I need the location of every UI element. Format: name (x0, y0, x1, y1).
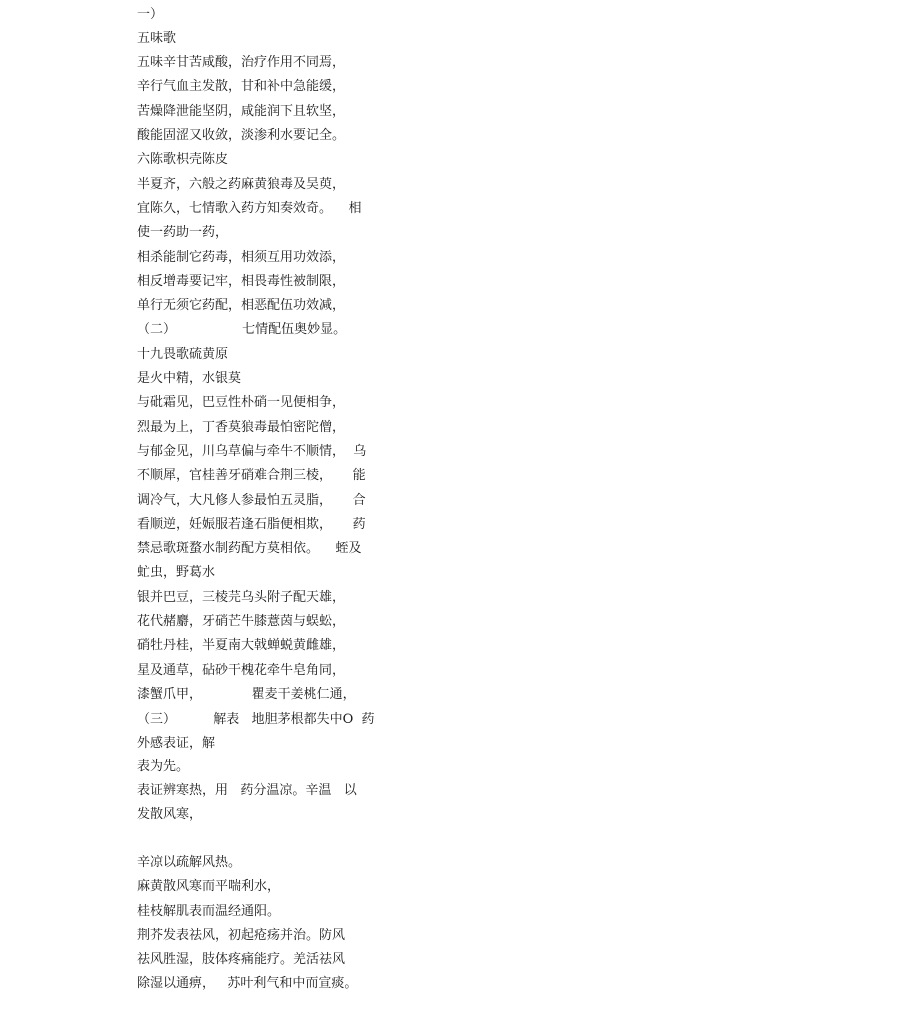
text-line: 虻虫，野葛水 (137, 565, 216, 580)
text-line: 发散风寒， (137, 807, 203, 822)
text-line: 漆蟹爪甲， 瞿麦干姜桃仁通， (137, 687, 356, 702)
text-line: 禁忌歌斑蝥水制药配方莫相依。 蛭及 (137, 541, 362, 556)
text-line: （三） 解表 地胆茅根都失中O 药 (137, 712, 375, 727)
text-line: 与砒霜见，巴豆性朴硝一见便相争， (137, 395, 346, 410)
text-line: 桂枝解肌表而温经通阳。 (137, 904, 281, 919)
text-line: 银并巴豆，三棱芫乌头附子配天雄， (137, 590, 346, 605)
text-line: 除湿以通痹， 苏叶利气和中而宣痰。 (137, 976, 358, 991)
text-line: 与郁金见，川乌草偏与牵牛不顺情， 乌 (137, 444, 367, 459)
text-line: 一） (137, 7, 164, 22)
text-line: 使一药助一药， (137, 225, 229, 240)
text-line: 六陈歌枳壳陈皮 (137, 152, 229, 167)
text-line: 半夏齐，六般之药麻黄狼毒及吴萸， (137, 177, 346, 192)
text-line: 外感表证，解 (137, 736, 216, 751)
text-line: 单行无须它药配，相恶配伍功效减， (137, 298, 346, 313)
text-line: 祛风胜湿，肢体疼痛能疗。羌活祛风 (137, 952, 346, 967)
text-line: 表证辨寒热，用 药分温凉。辛温 以 (137, 783, 357, 798)
text-line: 荆芥发表祛风，初起疮疡并治。防风 (137, 928, 346, 943)
text-line: 相杀能制它药毒，相须互用功效添， (137, 250, 346, 265)
text-line: 辛行气血主发散，甘和补中急能缓， (137, 79, 346, 94)
text-line: 看顺逆，妊娠服若逢石脂便相欺， 药 (137, 517, 366, 532)
text-line: 花代赭麝，牙硝芒牛膝薏茵与蜈蚣， (137, 614, 346, 629)
text-line: 不顺犀，官桂善牙硝难合荆三棱， 能 (137, 468, 366, 483)
text-line: 十九畏歌硫黄原 (137, 347, 229, 362)
text-line: 酸能固涩又收敛，淡渗利水要记全。 (137, 128, 346, 143)
text-line: （二） 七情配伍奥妙显。 (137, 322, 347, 337)
text-line: 麻黄散风寒而平喘利水， (137, 879, 281, 894)
text-line: 五味歌 (137, 31, 177, 46)
text-line: 宜陈久，七情歌入药方知奏效奇。 相 (137, 201, 362, 216)
text-line: 烈最为上，丁香莫狼毒最怕密陀僧， (137, 420, 346, 435)
text-line: 相反增毒要记牢，相畏毒性被制限， (137, 274, 346, 289)
text-line: 硝牡丹桂，半夏南大戟蝉蜕黄雌雄， (137, 638, 346, 653)
text-line: 辛凉以疏解风热。 (137, 855, 242, 870)
text-line: 苦燥降泄能坚阴，咸能润下且软坚， (137, 104, 346, 119)
text-line: 表为先。 (137, 759, 190, 774)
text-line: 星及通草，砧砂干槐花牵牛皂角同， (137, 663, 346, 678)
text-line: 是火中精，水银莫 (137, 371, 242, 386)
text-line: 五味辛甘苦咸酸，治疗作用不同焉， (137, 55, 346, 70)
text-line: 调冷气，大凡修人参最怕五灵脂， 合 (137, 493, 366, 508)
